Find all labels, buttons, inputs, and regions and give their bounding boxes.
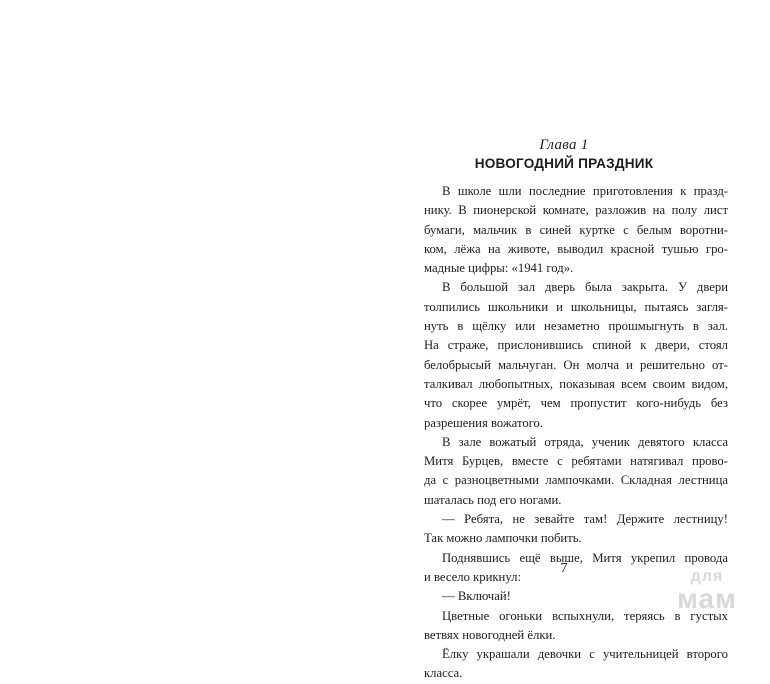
text-line: Митя Бурцев, вместе с ребятами натягивал прово- [424, 454, 728, 469]
watermark-bottom-text: мам [677, 583, 737, 614]
text-line: талкивал любопытных, показывая всем своим видом, [424, 376, 728, 391]
text-line: да с разноцветными лампочками. Складная лестница [424, 473, 728, 488]
page-number: 7 [560, 561, 568, 576]
text-line: Так можно лампочки побить. [424, 531, 582, 546]
text-line: На страже, прислонившись спиной к двери, стоял [424, 338, 728, 353]
chapter-number: Глава 1 [539, 137, 589, 153]
text-line: бумаги, мальчик в синей куртке с белым воротни- [424, 222, 728, 237]
text-line: белобрысый мальчуган. Он молча и решительно от- [424, 357, 728, 372]
text-line: В большой зал дверь была закрыта. У двери [442, 280, 728, 295]
text-line: В зале вожатый отряда, ученик девятого класса [442, 434, 728, 449]
text-line: — Включай! [442, 589, 511, 604]
text-line: что скорее умрёт, чем пропустит кого-нибудь без [424, 396, 728, 411]
text-line: нику. В пионерской комнате, разложив на полу лист [424, 203, 728, 218]
text-line: ком, лёжа на животе, выводил красной тушью гро- [424, 241, 728, 256]
text-line: ветвях новогодней ёлки. [424, 627, 556, 642]
text-line: В школе шли последние приготовления к празд- [442, 184, 728, 198]
text-line: нуть в щёлку или незаметно прошмыгнуть в зал. [424, 319, 728, 334]
text-line: Ёлку украшали девочки с учительницей второго [442, 647, 728, 662]
text-line: толпились школьники и школьницы, пытаясь загля- [424, 299, 728, 314]
text-line: шаталась под его ногами. [424, 492, 562, 507]
text-line: — Ребята, не зевайте там! Держите лестницу! [442, 512, 728, 527]
chapter-title: НОВОГОДНИЙ ПРАЗДНИК [474, 156, 654, 171]
text-line: и весело крикнул: [424, 569, 521, 584]
text-line: мадные цифры: «1941 год». [424, 261, 574, 276]
text-line: класса. [424, 666, 463, 681]
text-line: Цветные огоньки вспыхнули, теряясь в густых [442, 608, 728, 623]
text-line: Поднявшись ещё выше, Митя укрепил провода [442, 550, 728, 565]
text-line: разрешения вожатого. [424, 415, 544, 430]
watermark-top-text: для [690, 568, 724, 585]
watermark-logo [662, 569, 752, 613]
